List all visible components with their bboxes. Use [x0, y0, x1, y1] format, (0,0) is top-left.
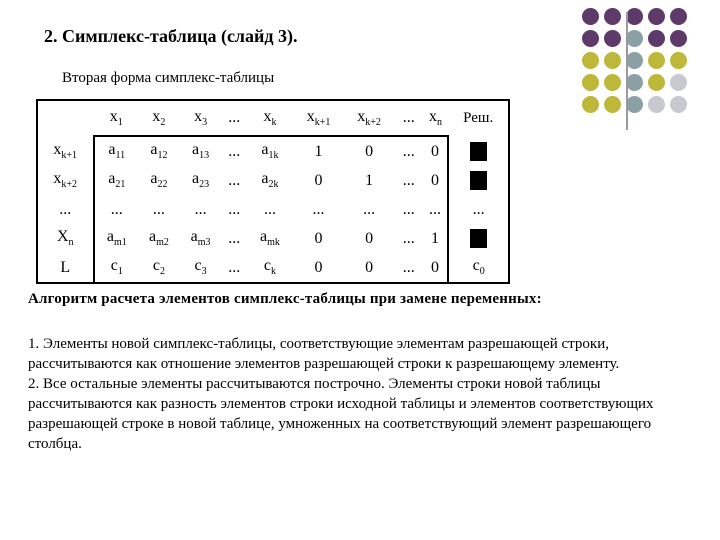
cell-subscript: 22	[157, 179, 168, 191]
cell-base: a	[108, 170, 116, 188]
table-cell	[423, 195, 449, 224]
cell-base: ...	[402, 229, 415, 247]
cell-subscript: 23	[199, 179, 210, 191]
table-cell	[246, 195, 294, 224]
cell-base: a	[150, 170, 158, 188]
table-header-cell	[139, 100, 179, 136]
table-cell	[246, 136, 294, 166]
cell-subscript: m3	[197, 237, 211, 249]
table-cell	[294, 166, 344, 195]
decorative-dot	[670, 96, 687, 113]
cell-subscript: k	[271, 117, 277, 129]
cell-base: L	[60, 258, 71, 276]
algorithm-title: Алгоритм расчета элементов симплекс-таблицы при замене переменных:	[28, 291, 542, 307]
table-cell	[343, 224, 395, 253]
table-row	[37, 253, 509, 283]
decorative-dot	[582, 30, 599, 47]
cell-subscript: k+2	[365, 117, 381, 129]
cell-base: x	[306, 107, 315, 125]
table-cell	[179, 253, 223, 283]
table-cell	[423, 253, 449, 283]
solution-placeholder-block	[470, 171, 487, 190]
table-cell	[343, 166, 395, 195]
cell-subscript: 1k	[268, 150, 279, 162]
cell-base: ...	[152, 200, 165, 218]
table-cell	[222, 224, 246, 253]
table-cell	[37, 195, 94, 224]
decorative-dot-grid	[582, 8, 694, 128]
cell-base: x	[109, 107, 118, 125]
table-cell	[294, 195, 344, 224]
cell-base: ...	[402, 258, 415, 276]
decorative-dot	[604, 52, 621, 69]
cell-subscript: 11	[115, 150, 126, 162]
table-cell	[395, 166, 423, 195]
table-cell	[139, 136, 179, 166]
cell-base: a	[148, 228, 157, 246]
cell-base: 1	[314, 142, 323, 160]
cell-base: c	[110, 257, 118, 275]
decorative-dot	[626, 30, 643, 47]
cell-subscript: mk	[267, 237, 280, 249]
table-header-cell	[222, 100, 246, 136]
table-cell	[343, 253, 395, 283]
cell-subscript: 2	[160, 117, 166, 129]
table-cell	[37, 166, 94, 195]
decorative-dot	[648, 30, 665, 47]
cell-subscript: 1	[117, 117, 123, 129]
table-cell	[246, 224, 294, 253]
decorative-dot	[582, 96, 599, 113]
cell-base: X	[56, 228, 69, 246]
decorative-dot	[626, 74, 643, 91]
cell-base: ...	[228, 200, 241, 218]
cell-base: ...	[228, 258, 241, 276]
cell-base: x	[152, 107, 161, 125]
cell-base: a	[150, 141, 158, 159]
decorative-dot	[604, 30, 621, 47]
table-cell	[94, 224, 140, 253]
cell-base: ...	[472, 200, 485, 218]
table-cell	[94, 136, 140, 166]
table-row	[37, 166, 509, 195]
table-cell	[222, 136, 246, 166]
cell-base: 0	[314, 171, 323, 189]
cell-subscript: k	[271, 266, 276, 278]
cell-base: Реш.	[463, 110, 494, 126]
table-cell	[246, 166, 294, 195]
table-cell	[37, 136, 94, 166]
table-header-cell	[179, 100, 223, 136]
decorative-dot	[670, 30, 687, 47]
cell-base: ...	[402, 109, 415, 126]
cell-subscript: n	[436, 117, 442, 129]
table-cell	[179, 224, 223, 253]
cell-base: 0	[365, 142, 374, 160]
cell-base: c	[472, 257, 480, 275]
table-cell	[294, 224, 344, 253]
cell-base: a	[108, 141, 116, 159]
cell-subscript: 0	[479, 266, 485, 278]
cell-base: x	[428, 107, 437, 125]
decorative-dot	[626, 8, 643, 25]
table-cell	[37, 224, 94, 253]
table-header-cell	[246, 100, 294, 136]
algorithm-text	[28, 334, 698, 454]
simplex-table	[36, 99, 510, 284]
cell-base: ...	[363, 200, 376, 218]
table-cell	[94, 195, 140, 224]
cell-subscript: 3	[201, 266, 207, 278]
decorative-dot	[582, 74, 599, 91]
cell-base: x	[53, 170, 62, 188]
cell-subscript: m2	[156, 237, 169, 249]
decorative-dot	[648, 52, 665, 69]
cell-subscript: k+1	[314, 117, 331, 129]
table-header-cell	[37, 100, 94, 136]
cell-base: 1	[430, 229, 439, 247]
decorative-dot	[604, 96, 621, 113]
cell-base: x	[53, 140, 62, 158]
table-cell	[343, 195, 395, 224]
decorative-dot	[604, 8, 621, 25]
cell-base: 0	[430, 171, 439, 189]
algorithm-step-1: 1. Элементы новой симплекс-таблицы, соответствующие элементам разрешающей строки, рассчитываются как отношение элементов разрешающей строки к разрешающему элементу.	[28, 336, 620, 372]
decorative-dot	[670, 8, 687, 25]
table-cell	[179, 166, 223, 195]
decorative-dot	[670, 52, 687, 69]
table-cell	[139, 195, 179, 224]
decorative-vertical-line	[626, 12, 628, 130]
solution-placeholder-block	[470, 229, 487, 248]
cell-base: a	[190, 228, 198, 246]
decorative-dot	[648, 74, 665, 91]
table-cell	[139, 224, 179, 253]
cell-base: ...	[228, 229, 241, 247]
cell-base: 0	[365, 258, 374, 276]
cell-subscript: n	[68, 237, 74, 249]
cell-base: a	[260, 228, 268, 246]
cell-base: 0	[314, 229, 323, 247]
table-cell	[395, 136, 423, 166]
solution-placeholder-block	[470, 142, 487, 161]
cell-base: ...	[59, 200, 72, 218]
cell-subscript: 1	[117, 266, 123, 278]
table-cell	[179, 136, 223, 166]
table-cell	[222, 166, 246, 195]
table-cell	[94, 166, 140, 195]
table-row	[37, 224, 509, 253]
cell-base: c	[263, 257, 271, 275]
cell-base: a	[261, 141, 269, 159]
table-cell	[448, 166, 509, 195]
table-cell	[139, 166, 179, 195]
cell-base: ...	[402, 171, 415, 189]
decorative-dot	[626, 96, 643, 113]
slide-title: 2. Симплекс-таблица (слайд 3).	[44, 26, 298, 46]
decorative-dot	[626, 52, 643, 69]
table-cell	[222, 253, 246, 283]
table-header-cell	[343, 100, 395, 136]
cell-base: 0	[430, 142, 439, 160]
decorative-dot	[648, 8, 665, 25]
cell-base: c	[194, 257, 202, 275]
table-cell	[395, 224, 423, 253]
table-row	[37, 195, 509, 224]
table-cell	[448, 195, 509, 224]
cell-base: x	[194, 107, 203, 125]
table-cell	[139, 253, 179, 283]
table-cell	[222, 195, 246, 224]
table-header-cell	[448, 100, 509, 136]
table-cell	[423, 166, 449, 195]
table-cell	[179, 195, 223, 224]
table-header-cell	[294, 100, 344, 136]
cell-base: ...	[263, 200, 276, 218]
table-cell	[448, 253, 509, 283]
cell-subscript: 13	[199, 150, 210, 162]
cell-base: a	[192, 141, 200, 159]
cell-subscript: 12	[157, 150, 168, 162]
cell-base: ...	[428, 200, 441, 218]
table-cell	[395, 195, 423, 224]
table-cell	[294, 136, 344, 166]
table-header-cell	[395, 100, 423, 136]
table-cell	[343, 136, 395, 166]
cell-base: ...	[110, 200, 123, 218]
cell-base: 0	[365, 229, 374, 247]
table-cell	[37, 253, 94, 283]
cell-base: a	[106, 228, 114, 246]
decorative-dot	[648, 96, 665, 113]
table-header-cell	[94, 100, 140, 136]
table-cell	[448, 224, 509, 253]
cell-subscript: k+2	[61, 179, 78, 191]
decorative-dot	[582, 52, 599, 69]
cell-subscript: k+1	[61, 150, 78, 162]
cell-subscript: 3	[202, 117, 208, 129]
cell-base: ...	[402, 200, 415, 218]
table-cell	[423, 136, 449, 166]
table-row	[37, 136, 509, 166]
cell-base: c	[152, 257, 160, 275]
cell-base: ...	[228, 171, 241, 189]
table-cell	[94, 253, 140, 283]
cell-base: ...	[194, 200, 207, 218]
table-cell	[246, 253, 294, 283]
table-header-row	[37, 100, 509, 136]
cell-subscript: 2k	[268, 179, 279, 191]
cell-base: 0	[314, 258, 323, 276]
algorithm-step-2: 2. Все остальные элементы рассчитываются построчно. Элементы строки новой таблицы рассчитываются как разность элементов строки исходной таблицы и элементов соответствующих разрешающей строке в новой таблице, умноженных на соответствующий элемент разрешающего столбца.	[28, 376, 654, 452]
cell-base: ...	[228, 142, 241, 160]
cell-subscript: m1	[113, 237, 127, 249]
cell-base: x	[263, 107, 272, 125]
cell-base: ...	[402, 142, 415, 160]
decorative-dot	[604, 74, 621, 91]
table-cell	[423, 224, 449, 253]
cell-base: 1	[365, 171, 374, 189]
cell-subscript: 21	[115, 179, 126, 191]
cell-base: ...	[228, 109, 241, 126]
table-cell	[294, 253, 344, 283]
cell-base: 0	[430, 258, 439, 276]
table-header-cell	[423, 100, 449, 136]
table-cell	[395, 253, 423, 283]
decorative-dot	[670, 74, 687, 91]
table-cell	[448, 136, 509, 166]
cell-subscript: 2	[159, 266, 165, 278]
cell-base: a	[261, 170, 269, 188]
cell-base: a	[192, 170, 200, 188]
decorative-dot	[582, 8, 599, 25]
table-subtitle: Вторая форма симплекс-таблицы	[62, 70, 275, 86]
cell-base: x	[357, 107, 366, 125]
cell-base: ...	[312, 200, 325, 218]
